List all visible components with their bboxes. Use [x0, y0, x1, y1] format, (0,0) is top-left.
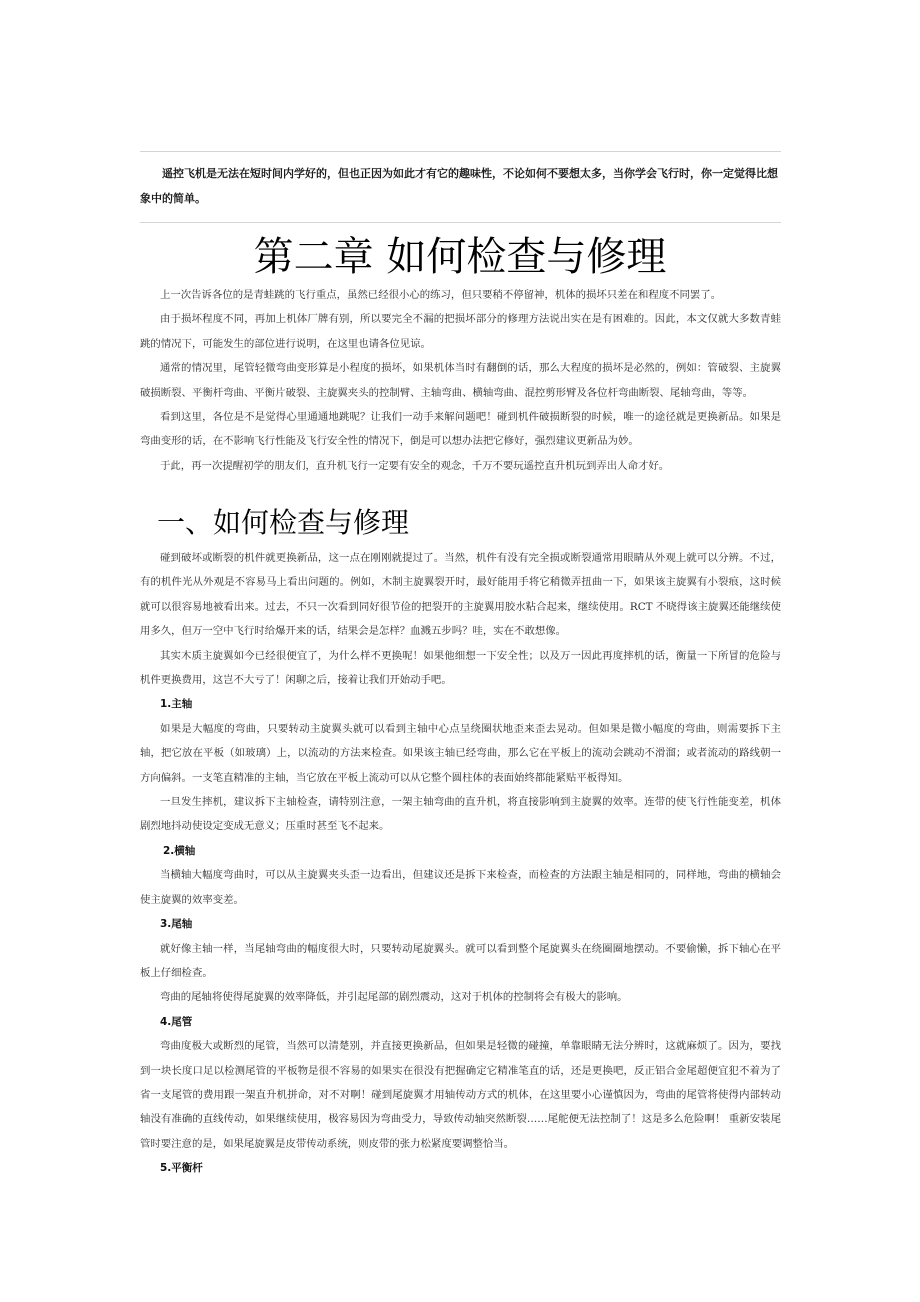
- section-paragraph: 碰到破坏或断裂的机件就更换新品，这一点在刚刚就提过了。当然，机件有没有完全损或断裂通常用眼睛从外观上就可以分辨。不过，有的机件光从外观是不容易马上看出问题的。例如，木制主旋翼裂开时，最好能用手将它稍微弄扭曲一下，如果该主旋翼有小裂痕，这时候就可以很容易地被看出来。过去，不只一次看到同好很节俭的把裂开的主旋翼用胶水粘合起来，继续使用。RCT 不晓得该主旋翼还能继续使用多久，但万一空中飞行时给爆开来的话，结果会是怎样？血溅五步吗？哇，实在不敢想像。: [140, 552, 781, 638]
- item-title-flybar: 5.平衡杆: [160, 1162, 203, 1175]
- item-paragraph: 弯曲度极大或断烈的尾管，当然可以清楚别，并直接更换新品，但如果是轻微的碰撞，单靠眼睛无法分辨时，这就麻烦了。因为，要找到一块长度口足以检测尾管的平板物是很不容易的如果实在很没有把握确定它精准笔直的话，还是更换吧，反正铝合金尾超便宜犯不着为了省一支尾管的费用跟一架直升机拼命，对不对啊！碰到尾旋翼才用轴传动方式的机体，在这里要小心谨慎因为，弯曲的尾管将使得内部转动轴没有准确的直线传动，如果继续使用，极容易因为弯曲受力，导致传动轴突然断裂……尾舵便无法控制了！这是多么危险啊！ 重新安装尾管时要注意的是，如果尾旋翼是皮带传动系统，则皮带的张力松紧度要调整恰当。: [140, 1040, 781, 1150]
- item-title-tail-boom: 4.尾管: [160, 1015, 193, 1028]
- intro-divider: [140, 222, 781, 223]
- chapter-paragraph: 通常的情况里，尾管轻微弯曲变形算是小程度的损坏，如果机体当时有翻倒的话，那么大程度的损坏是必然的，例如：管破裂、主旋翼破损断裂、平衡杆弯曲、平衡片破裂、主旋翼夹头的控制臂、主轴弯曲、横轴弯曲、混控剪形臂及各位杆弯曲断裂、尾轴弯曲，等等。: [140, 362, 781, 399]
- chapter-paragraph: 于此，再一次提醒初学的朋友们，直升机飞行一定要有安全的观念，千万不要玩遥控直升机玩到弄出人命才好。: [160, 459, 670, 472]
- item-title-main-shaft: 1.主轴: [160, 698, 193, 711]
- chapter-paragraph: 由于损坏程度不同，再加上机体厂牌有别，所以要完全不漏的把损坏部分的修理方法说出实在是有困难的。因此，本文仅就大多数青蛙跳的情况下，可能发生的部位进行说明，在这里也请各位见谅。: [140, 313, 781, 350]
- intro-note: 遥控飞机是无法在短时间内学好的，但也正因为如此才有它的趣味性，不论如何不要想太多，当你学会飞行时，你一定觉得比想象中的简单。: [140, 167, 778, 205]
- chapter-body: [140, 283, 781, 478]
- item-title-tail-shaft: 3.尾轴: [160, 918, 193, 931]
- item-paragraph: 就好像主轴一样，当尾轴弯曲的幅度很大时，只要转动尾旋翼头。就可以看到整个尾旋翼头在绕圈圈地摆动。不要偷懒，拆下轴心在平板上仔细检查。: [140, 942, 781, 979]
- item-title-cross-shaft: 2.横轴: [163, 844, 196, 857]
- item-paragraph: 弯曲的尾轴将使得尾旋翼的效率降低，并引起尾部的剧烈震动，这对于机体的控制将会有极大的影响。: [160, 991, 628, 1004]
- section-paragraph: 其实木质主旋翼如今已经很便宜了，为什么样不更换呢！如果他细想一下安全性；以及万一因此再度摔机的话，衡量一下所冒的危险与机件更换费用，这岂不大亏了！闲聊之后，接着让我们开始动手吧。: [140, 649, 781, 687]
- chapter-paragraph: 上一次告诉各位的是青蛙跳的飞行重点，虽然已经很小心的练习，但只要稍不停留神，机体的损坏只差在和程度不同罢了。: [160, 289, 722, 301]
- section-title: 一、如何检查与修理: [157, 506, 410, 539]
- item-paragraph: 如果是大幅度的弯曲，只要转动主旋翼头就可以看到主轴中心点呈绕圈状地歪来歪去晃动。但如果是微小幅度的弯曲，则需要拆下主轴，把它放在平板（如玻璃）上，以流动的方法来检查。如果该主轴已经弯曲，那么它在平板上的流动会跳动不滑溜；或者流动的路线朝一方向偏斜。一支笔直精准的主轴，当它放在平板上流动可以从它整个圆柱体的表面始终都能紧贴平板得知。: [140, 722, 781, 784]
- chapter-paragraph: 看到这里，各位是不是觉得心里通通地跳呢？让我们一动手来解问题吧！碰到机件破损断裂的时候，唯一的途径就是更换新品。如果是弯曲变形的话，在不影响飞行性能及飞行安全性的情况下，倒是可以想办法把它修好，强烈建议更新品为妙。: [140, 411, 781, 448]
- item-paragraph: 当横轴大幅度弯曲时，可以从主旋翼夹头歪一边看出，但建议还是拆下来检查，而检查的方法跟主轴是相同的，同样地，弯曲的横轴会使主旋翼的效率变差。: [140, 869, 781, 906]
- item-paragraph: 一旦发生摔机，建议拆下主轴检查，请特别注意，一架主轴弯曲的直升机，将直接影响到主旋翼的效率。连带的使飞行性能变差，机体剧烈地抖动使设定变成无意义；压重时甚至飞不起来。: [140, 796, 781, 833]
- top-divider: [140, 151, 781, 152]
- section-body: [140, 546, 781, 1181]
- chapter-title: 第二章 如何检查与修理: [253, 234, 667, 280]
